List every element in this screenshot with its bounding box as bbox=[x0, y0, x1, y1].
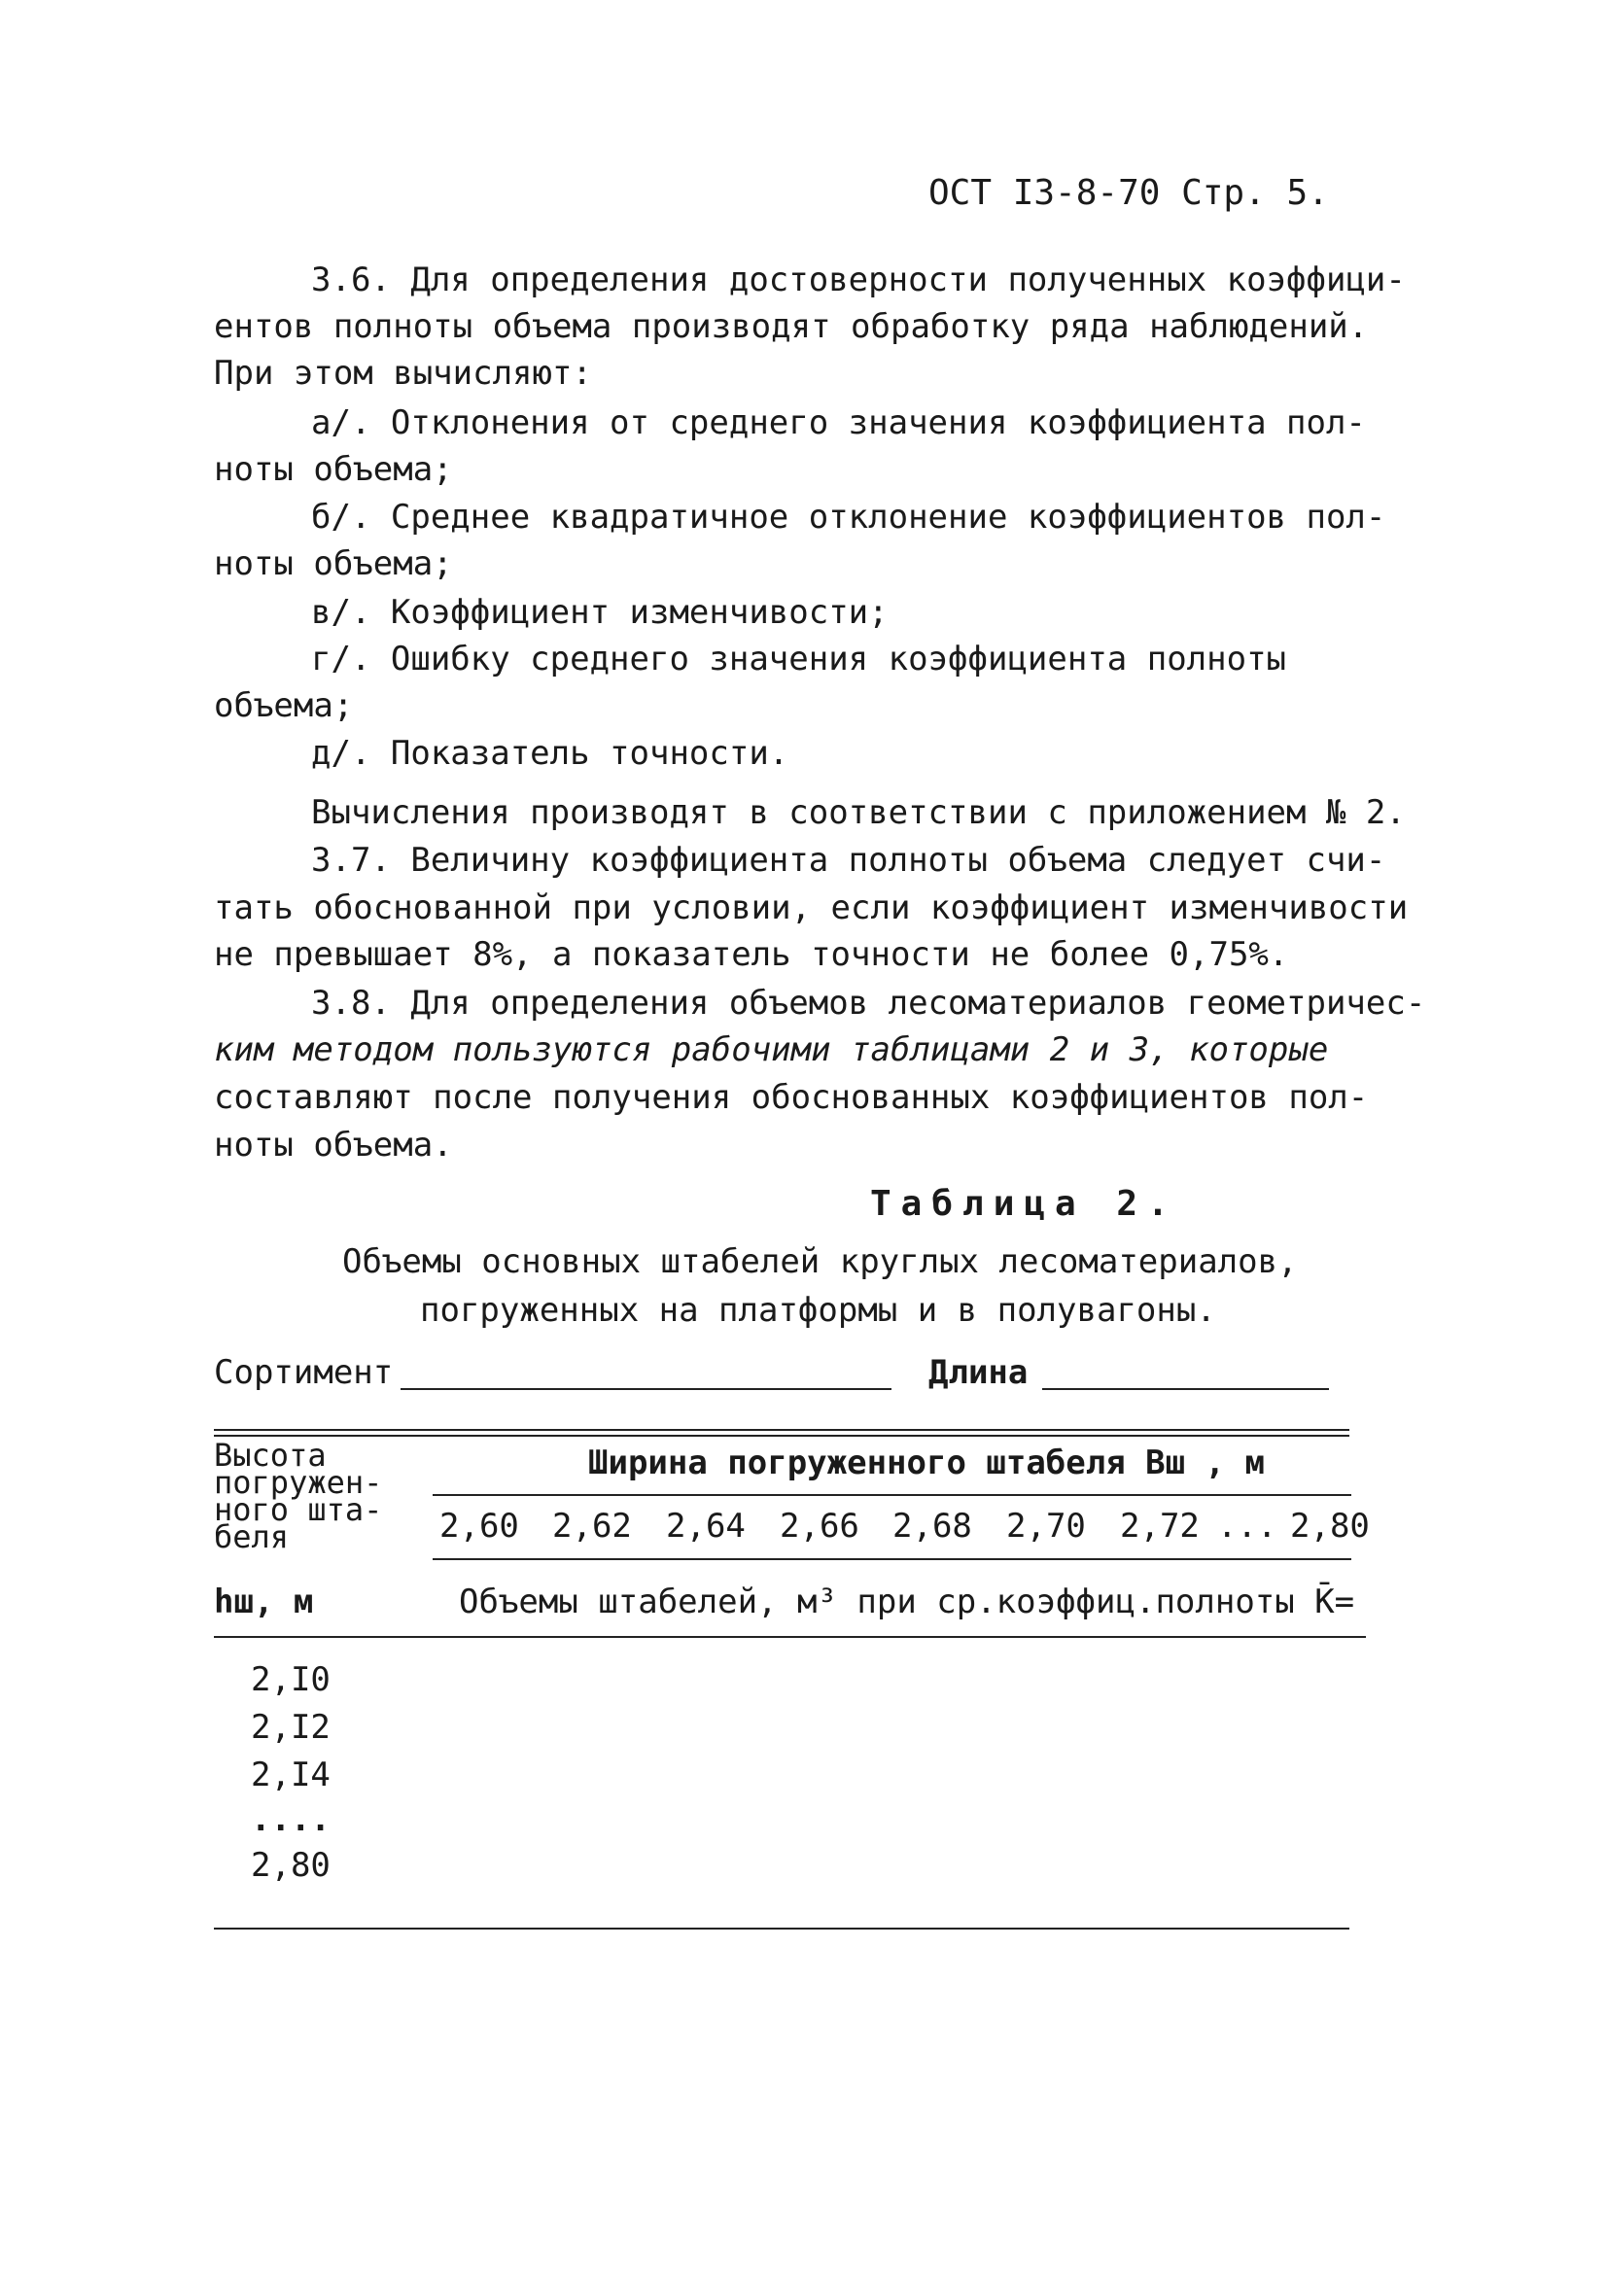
height-value: 2,I4 bbox=[251, 1756, 331, 1794]
text-line: ноты объема; bbox=[214, 544, 453, 583]
text-line: д/. Показатель точности. bbox=[311, 734, 789, 773]
table-caption-line2: погруженных на платформы и в полувагоны. bbox=[420, 1291, 1216, 1330]
width-values-rule bbox=[433, 1558, 1351, 1560]
volume-header: Объемы штабелей, м³ при ср.коэффиц.полноты K̄= bbox=[459, 1583, 1355, 1621]
page-header: ОСТ I3-8-70 Стр. 5. bbox=[928, 173, 1329, 213]
width-header: Ширина погруженного штабеля Вш , м bbox=[588, 1444, 1265, 1482]
text-line: Вычисления производят в соответствии с приложением № 2. bbox=[311, 793, 1406, 832]
table-header-bottom-rule bbox=[214, 1636, 1366, 1638]
table-title: Таблица 2. bbox=[870, 1184, 1178, 1224]
row-header-line: Высота bbox=[214, 1437, 327, 1474]
width-value: ... bbox=[1217, 1507, 1277, 1546]
text-line: составляют после получения обоснованных коэффициентов пол- bbox=[214, 1078, 1369, 1117]
text-line: не превышает 8%, а показатель точности не более 0,75%. bbox=[214, 935, 1289, 974]
height-value: 2,I0 bbox=[251, 1660, 331, 1699]
width-value: 2,60 bbox=[439, 1507, 519, 1546]
text-line: ноты объема; bbox=[214, 450, 453, 489]
width-value: 2,72 bbox=[1120, 1507, 1200, 1546]
text-line: б/. Среднее квадратичное отклонение коэффициентов пол- bbox=[311, 498, 1386, 537]
table-caption-line1: Объемы основных штабелей круглых лесоматериалов, bbox=[342, 1242, 1298, 1281]
table-bottom-rule bbox=[214, 1928, 1349, 1930]
text-line: ноты объема. bbox=[214, 1126, 453, 1165]
table-top-rule-double bbox=[214, 1435, 1349, 1437]
text-line: г/. Ошибку среднего значения коэффициента полноты bbox=[311, 640, 1287, 678]
text-line: При этом вычисляют: bbox=[214, 354, 592, 393]
text-line: 3.8. Для определения объемов лесоматериалов геометричес- bbox=[311, 984, 1426, 1023]
width-value: 2,66 bbox=[780, 1507, 859, 1546]
text-line: 3.7. Величину коэффициента полноты объема следует счи- bbox=[311, 841, 1386, 880]
length-label: Длина bbox=[928, 1353, 1029, 1392]
text-line: тать обоснованной при условии, если коэффициент изменчивости bbox=[214, 888, 1409, 927]
width-value: 2,80 bbox=[1290, 1507, 1370, 1546]
height-value: 2,80 bbox=[251, 1846, 331, 1885]
length-blank bbox=[1042, 1388, 1329, 1390]
row-header-line: беля bbox=[214, 1518, 290, 1555]
text-line: ким методом пользуются рабочими таблицами 2 и 3, которые bbox=[214, 1030, 1329, 1069]
height-value: 2,I2 bbox=[251, 1708, 331, 1747]
row-header-line: погружен- bbox=[214, 1464, 383, 1501]
text-line: ентов полноты объема производят обработку ряда наблюдений. bbox=[214, 307, 1369, 346]
sortiment-label: Сортимент bbox=[214, 1353, 394, 1392]
text-line: 3.6. Для определения достоверности полученных коэффици- bbox=[311, 261, 1406, 299]
width-value: 2,68 bbox=[892, 1507, 972, 1546]
text-line: а/. Отклонения от среднего значения коэффициента пол- bbox=[311, 403, 1366, 442]
width-value: 2,62 bbox=[552, 1507, 632, 1546]
row-header-unit: hш, м bbox=[214, 1583, 314, 1621]
width-header-rule bbox=[433, 1494, 1351, 1496]
width-value: 2,70 bbox=[1006, 1507, 1086, 1546]
sortiment-blank bbox=[401, 1388, 891, 1390]
text-line: объема; bbox=[214, 686, 354, 725]
row-header-line: ного шта- bbox=[214, 1491, 383, 1528]
height-value: .... bbox=[251, 1800, 331, 1839]
text-line: в/. Коэффициент изменчивости; bbox=[311, 593, 889, 632]
width-value: 2,64 bbox=[666, 1507, 746, 1546]
table-top-rule bbox=[214, 1429, 1349, 1431]
